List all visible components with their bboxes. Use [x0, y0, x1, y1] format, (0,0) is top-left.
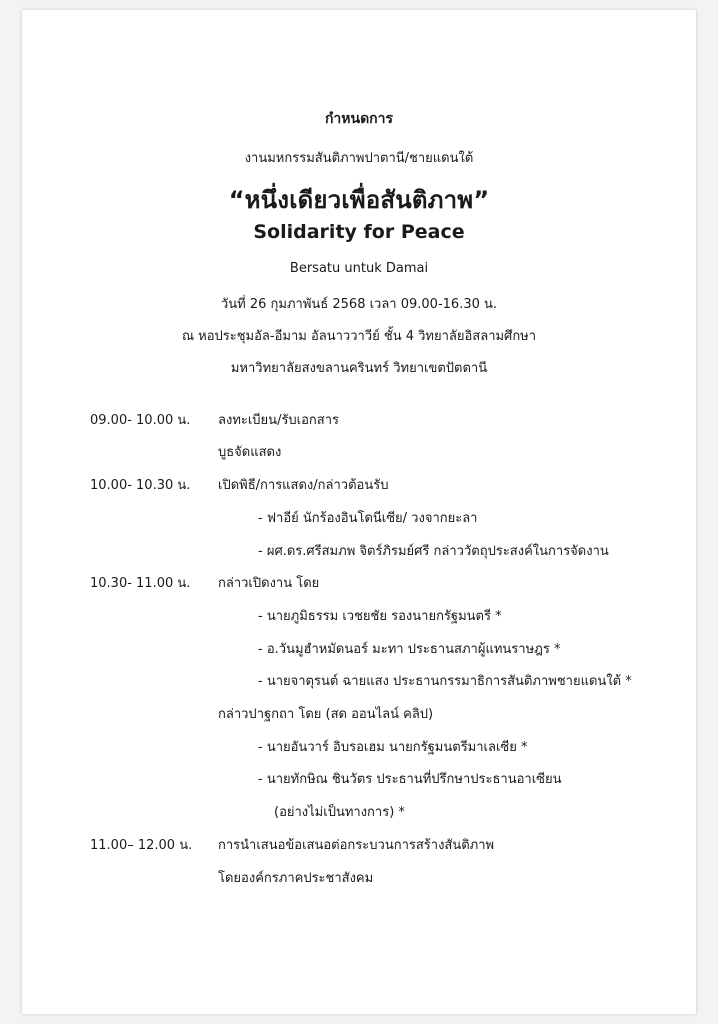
venue-line-1: ณ หอประชุมอัล-อีมาม อัลนาววาวีย์ ชั้น 4 วิทยาลัยอิสลามศึกษา: [181, 329, 537, 344]
session-4-item-presentation: การนำเสนอข้อเสนอต่อกระบวนการสร้างสันติภาพ: [218, 838, 495, 853]
session-3-keynote-speaker-1: - นายอันวาร์ อิบรอเฮม นายกรัฐมนตรีมาเลเซีย *: [258, 740, 528, 755]
session-3-keynote-speaker-2-note: (อย่างไม่เป็นทางการ) *: [274, 805, 405, 820]
headline-english: Solidarity for Peace: [253, 221, 465, 243]
session-2-item-opening: เปิดพิธี/การแสดง/กล่าวต้อนรับ: [218, 478, 389, 493]
headline-thai: “หนึ่งเดียวเพื่อสันติภาพ”: [228, 186, 490, 214]
session-3-speaker-3: - นายจาตุรนต์ ฉายแสง ประธานกรรมาธิการสันติภาพชายแดนใต้ *: [258, 674, 632, 689]
document-page: [22, 10, 696, 1014]
session-3-item-opening-speech: กล่าวเปิดงาน โดย: [218, 576, 320, 591]
session-3-speaker-1: - นายภูมิธรรม เวชยชัย รองนายกรัฐมนตรี *: [258, 609, 502, 624]
session-1-item-registration: ลงทะเบียน/รับเอกสาร: [218, 413, 340, 428]
session-2-sub-performer: - ฟาอีย์ นักร้องอินโดนีเซีย/ วงจากยะลา: [258, 511, 478, 526]
session-4-time: 11.00– 12.00 น.: [90, 838, 193, 853]
session-1-time: 09.00- 10.00 น.: [90, 413, 191, 428]
session-2-time: 10.00- 10.30 น.: [90, 478, 191, 493]
session-3-speaker-2: - อ.วันมูฮำหมัดนอร์ มะทา ประธานสภาผู้แทนราษฎร *: [258, 642, 561, 657]
session-3-item-keynote: กล่าวปาฐกถา โดย (สด ออนไลน์ คลิป): [218, 707, 434, 722]
page-title: กำหนดการ: [324, 111, 394, 127]
session-4-item-civil-society: โดยองค์กรภาคประชาสังคม: [218, 871, 374, 886]
session-3-time: 10.30- 11.00 น.: [90, 576, 191, 591]
session-3-keynote-speaker-2: - นายทักษิณ ชินวัตร ประธานที่ปรึกษาประธานอาเซียน: [258, 772, 562, 787]
headline-malay: Bersatu untuk Damai: [289, 261, 429, 276]
event-subtitle: งานมหกรรมสันติภาพปาตานี/ชายแดนใต้: [244, 151, 474, 166]
venue-line-2: มหาวิทยาลัยสงขลานครินทร์ วิทยาเขตปัตตานี: [230, 361, 488, 376]
event-date-time: วันที่ 26 กุมภาพันธ์ 2568 เวลา 09.00-16.30 น.: [220, 297, 498, 312]
session-1-item-booth: บูธจัดแสดง: [218, 445, 282, 460]
session-2-sub-objective: - ผศ.ดร.ศรีสมภพ จิตร์ภิรมย์ศรี กล่าววัตถุประสงค์ในการจัดงาน: [258, 544, 609, 559]
